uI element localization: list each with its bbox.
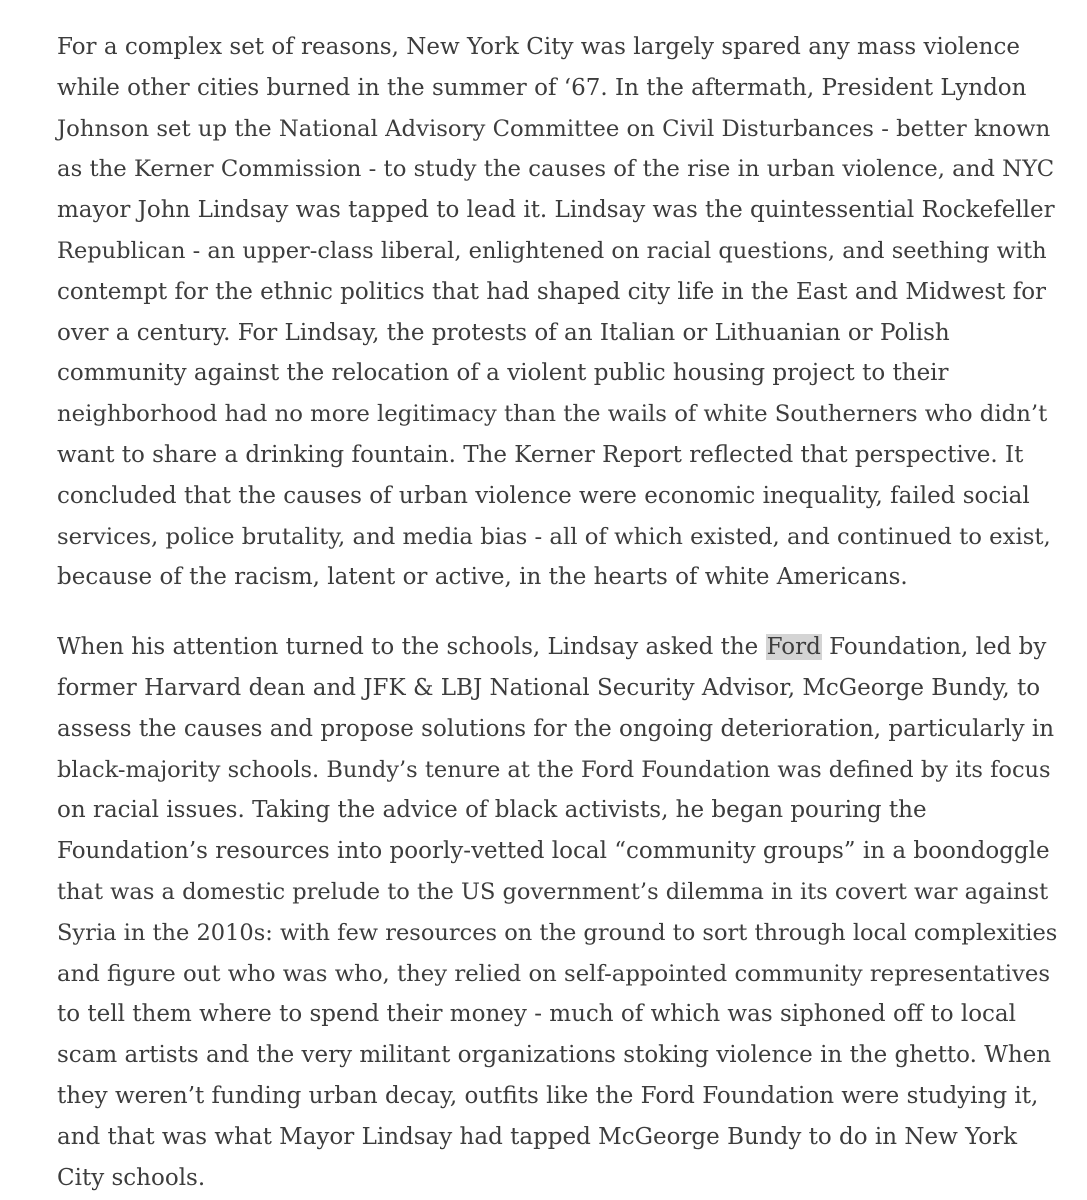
- text-line: to tell them where to spend their money - much of which was siphoned off to local: [57, 1001, 1017, 1028]
- text-line: as the Kerner Commission - to study the causes of the rise in urban violence, and NYC: [57, 156, 1055, 183]
- text-line: contempt for the ethnic politics that had shaped city life in the East and Midwest for: [57, 278, 1047, 305]
- text-line: Foundation’s resources into poorly-vetted local “community groups” in a boondoggle: [57, 838, 1050, 865]
- text-line: want to share a drinking fountain. The Kerner Report reflected that perspective. It: [57, 441, 1024, 468]
- text-line: assess the causes and propose solutions for the ongoing deterioration, particularly in: [57, 715, 1055, 742]
- text-line: that was a domestic prelude to the US government’s dilemma in its covert war against: [57, 878, 1049, 905]
- highlighted-selection[interactable]: Ford: [766, 634, 821, 661]
- text-line-with-highlight: [57, 627, 1057, 668]
- text-line: concluded that the causes of urban violence were economic inequality, failed social: [57, 482, 1030, 509]
- text-line: while other cities burned in the summer of ‘67. In the aftermath, President Lyndon: [57, 74, 1027, 101]
- paragraph-ford-foundation: [57, 627, 1057, 1198]
- text-line: because of the racism, latent or active, in the hearts of white Americans.: [57, 564, 908, 591]
- text-line: and that was what Mayor Lindsay had tapped McGeorge Bundy to do in New York: [57, 1123, 1018, 1150]
- text-line: City schools.: [57, 1164, 206, 1191]
- text-line: Syria in the 2010s: with few resources on the ground to sort through local complexities: [57, 919, 1058, 946]
- text-line: former Harvard dean and JFK & LBJ National Security Advisor, McGeorge Bundy, to: [57, 674, 1041, 701]
- text-line: community against the relocation of a violent public housing project to their: [57, 360, 949, 387]
- text-line: mayor John Lindsay was tapped to lead it. Lindsay was the quintessential Rockefeller: [57, 197, 1055, 224]
- text-line: on racial issues. Taking the advice of black activists, he began pouring the: [57, 797, 927, 824]
- text-segment: When his attention turned to the schools, Lindsay asked the: [57, 634, 766, 661]
- text-line: neighborhood had no more legitimacy than the wails of white Southerners who didn’t: [57, 401, 1048, 428]
- text-line: For a complex set of reasons, New York City was largely spared any mass violence: [57, 34, 1020, 60]
- text-line: services, police brutality, and media bias - all of which existed, and continued to exist,: [57, 523, 1051, 550]
- text-line: black-majority schools. Bundy’s tenure at the Ford Foundation was defined by its focus: [57, 756, 1051, 783]
- text-line: Republican - an upper-class liberal, enlightened on racial questions, and seething with: [57, 237, 1047, 264]
- text-line: they weren’t funding urban decay, outfits like the Ford Foundation were studying it,: [57, 1082, 1039, 1109]
- text-line: and figure out who was who, they relied on self-appointed community representatives: [57, 960, 1051, 987]
- text-line: over a century. For Lindsay, the protests of an Italian or Lithuanian or Polish: [57, 319, 950, 346]
- text-line: scam artists and the very militant organizations stoking violence in the ghetto. When: [57, 1042, 1052, 1069]
- text-segment: Foundation, led by: [821, 634, 1047, 661]
- article-body: [57, 27, 1057, 1198]
- paragraph-kerner-commission: [57, 27, 1057, 598]
- text-line: Johnson set up the National Advisory Committee on Civil Disturbances - better known: [57, 115, 1051, 142]
